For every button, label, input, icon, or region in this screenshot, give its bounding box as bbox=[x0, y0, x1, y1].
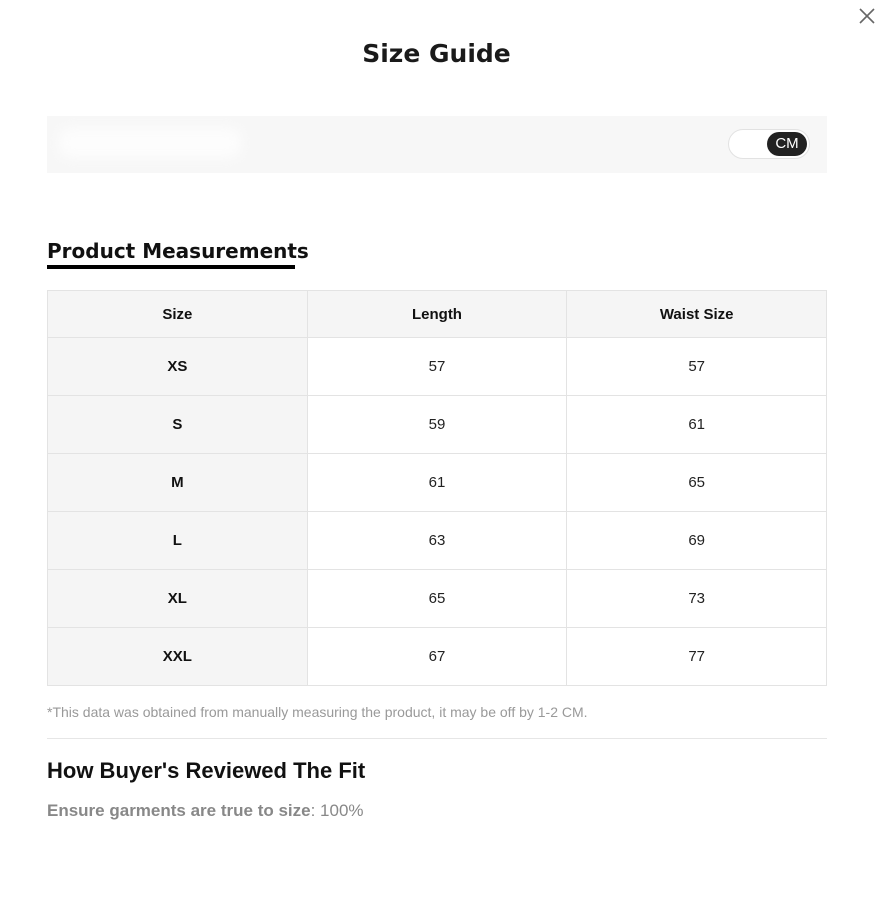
waist-cell: 61 bbox=[567, 396, 827, 454]
length-cell: 63 bbox=[307, 512, 567, 570]
unit-bar bbox=[47, 116, 827, 173]
modal-title: Size Guide bbox=[362, 39, 511, 68]
size-cell: S bbox=[48, 396, 308, 454]
close-button[interactable] bbox=[857, 6, 877, 26]
waist-cell: 73 bbox=[567, 570, 827, 628]
waist-cell: 69 bbox=[567, 512, 827, 570]
unit-toggle bbox=[728, 129, 810, 159]
length-cell: 57 bbox=[307, 338, 567, 396]
size-cell: L bbox=[48, 512, 308, 570]
size-cell: XXL bbox=[48, 628, 308, 686]
table-row bbox=[48, 396, 827, 454]
column-header-size: Size bbox=[48, 291, 308, 338]
unit-option-cm[interactable]: CM bbox=[767, 132, 807, 156]
length-cell: 61 bbox=[307, 454, 567, 512]
length-cell: 67 bbox=[307, 628, 567, 686]
unit-option-inch[interactable] bbox=[737, 134, 767, 154]
table-row bbox=[48, 338, 827, 396]
product-measurements-heading: Product Measurements bbox=[47, 239, 309, 263]
size-cell: XS bbox=[48, 338, 308, 396]
fit-review-value: 100% bbox=[320, 801, 364, 820]
waist-cell: 57 bbox=[567, 338, 827, 396]
table-header-row bbox=[48, 291, 827, 338]
measurement-disclaimer: *This data was obtained from manually measuring the product, it may be off by 1-2 CM. bbox=[47, 704, 588, 720]
fit-review-separator: : bbox=[310, 801, 321, 820]
fit-review-label: Ensure garments are true to size bbox=[47, 801, 311, 820]
fit-review-heading: How Buyer's Reviewed The Fit bbox=[47, 758, 366, 783]
length-cell: 59 bbox=[307, 396, 567, 454]
table-row bbox=[48, 454, 827, 512]
size-cell: XL bbox=[48, 570, 308, 628]
column-header-length: Length bbox=[307, 291, 567, 338]
blurred-banner bbox=[59, 128, 241, 158]
waist-cell: 65 bbox=[567, 454, 827, 512]
section-divider bbox=[47, 738, 827, 739]
table-row bbox=[48, 570, 827, 628]
size-table bbox=[47, 290, 827, 686]
length-cell: 65 bbox=[307, 570, 567, 628]
heading-underline bbox=[47, 265, 295, 269]
fit-review-line bbox=[47, 800, 364, 822]
column-header-waist: Waist Size bbox=[567, 291, 827, 338]
waist-cell: 77 bbox=[567, 628, 827, 686]
table-row bbox=[48, 512, 827, 570]
table-row bbox=[48, 628, 827, 686]
close-icon bbox=[857, 6, 877, 26]
size-cell: M bbox=[48, 454, 308, 512]
